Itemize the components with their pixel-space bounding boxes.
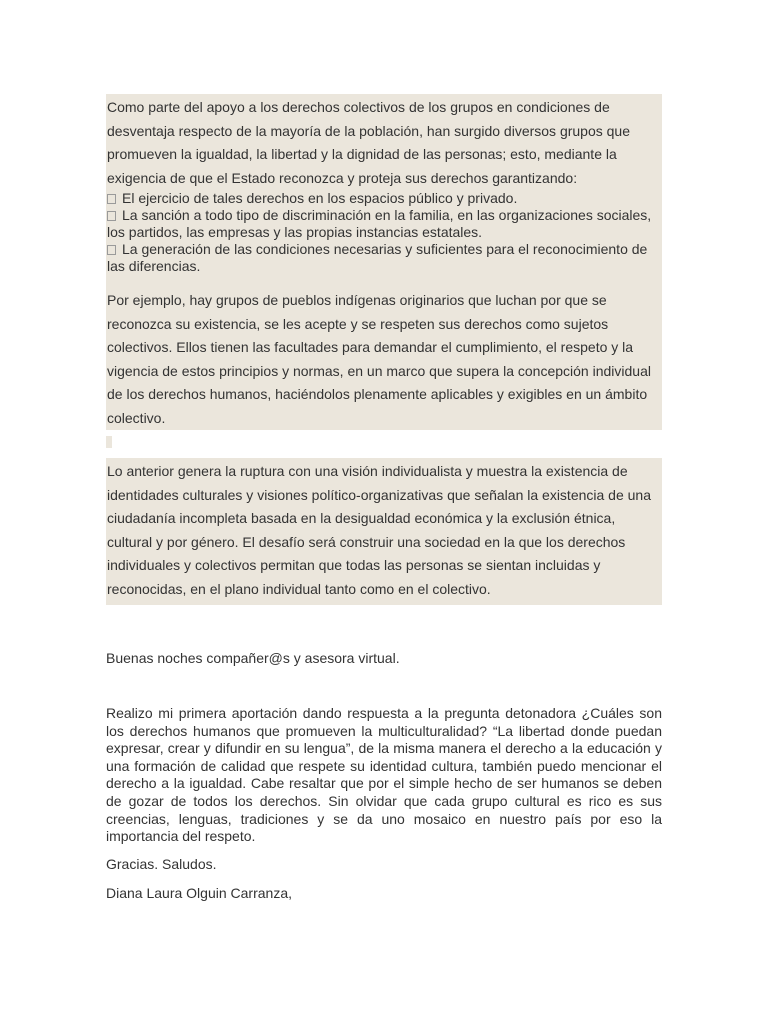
example-paragraph: Por ejemplo, hay grupos de pueblos indígenas originarios que luchan por que se reconozca su existencia, se les acepte y se respeten sus derechos como sujetos colectivos. Ellos tienen las facultades para demandar el cumplimiento, el respeto y la vigencia de estos principios y normas, en un marco que supera la concepción individual de los derechos humanos, haciéndolos plenamente aplicables y exigibles en un ámbito colectivo.: [107, 292, 651, 426]
list-item: El ejercicio de tales derechos en los espacios público y privado.: [107, 190, 662, 207]
signature: Diana Laura Olguin Carranza,: [106, 885, 292, 901]
intro-paragraph: Como parte del apoyo a los derechos colectivos de los grupos en condiciones de desventaja respecto de la mayoría de la población, han surgido diversos grupos que promueven la igualdad, la libertad y la dignidad de las personas; esto, mediante la exigencia de que el Estado reconozca y proteja sus derechos garantizando:: [107, 99, 630, 186]
document-page: [106, 94, 662, 605]
quoted-excerpt-2: [106, 458, 662, 605]
bullet-box-icon: [107, 211, 116, 221]
bullet-box-icon: [107, 194, 116, 204]
bullet-box-icon: [107, 245, 116, 255]
rights-list: [107, 190, 662, 275]
greeting-line: Buenas noches compañer@s y asesora virtual.: [106, 650, 400, 666]
divider: [106, 436, 112, 448]
quoted-excerpt-1: [106, 94, 662, 430]
list-item: La sanción a todo tipo de discriminación en la familia, en las organizaciones sociales, los partidos, las empresas y las propias instancias estatales.: [107, 207, 652, 240]
thanks-line: Gracias. Saludos.: [106, 856, 217, 872]
contribution-paragraph: Realizo mi primera aportación dando respuesta a la pregunta detonadora ¿Cuáles son los derechos humanos que promueven la multiculturalidad? “La libertad donde puedan expresar, crear y difundir en su lengua”, de la misma manera el derecho a la educación y una formación de calidad que respete su identidad cultura, también puedo mencionar el derecho a la igualdad. Cabe resaltar que por el simple hecho de ser humanos se deben de gozar de todos los derechos. Sin olvidar que cada grupo cultural es rico es sus creencias, lenguas, tradiciones y se da uno mosaico en nuestro país por eso la importancia del respeto.: [106, 705, 662, 845]
conclusion-paragraph: Lo anterior genera la ruptura con una visión individualista y muestra la existencia de identidades culturales y visiones político-organizativas que señalan la existencia de una ciudadanía incompleta basada en la desigualdad económica y la exclusión étnica, cultural y por género. El desafío será construir una sociedad en la que los derechos individuales y colectivos permitan que todas las personas se sientan incluidas y reconocidas, en el plano individual tanto como en el colectivo.: [107, 463, 651, 597]
list-item: La generación de las condiciones necesarias y suficientes para el reconocimiento de las diferencias.: [107, 241, 648, 274]
